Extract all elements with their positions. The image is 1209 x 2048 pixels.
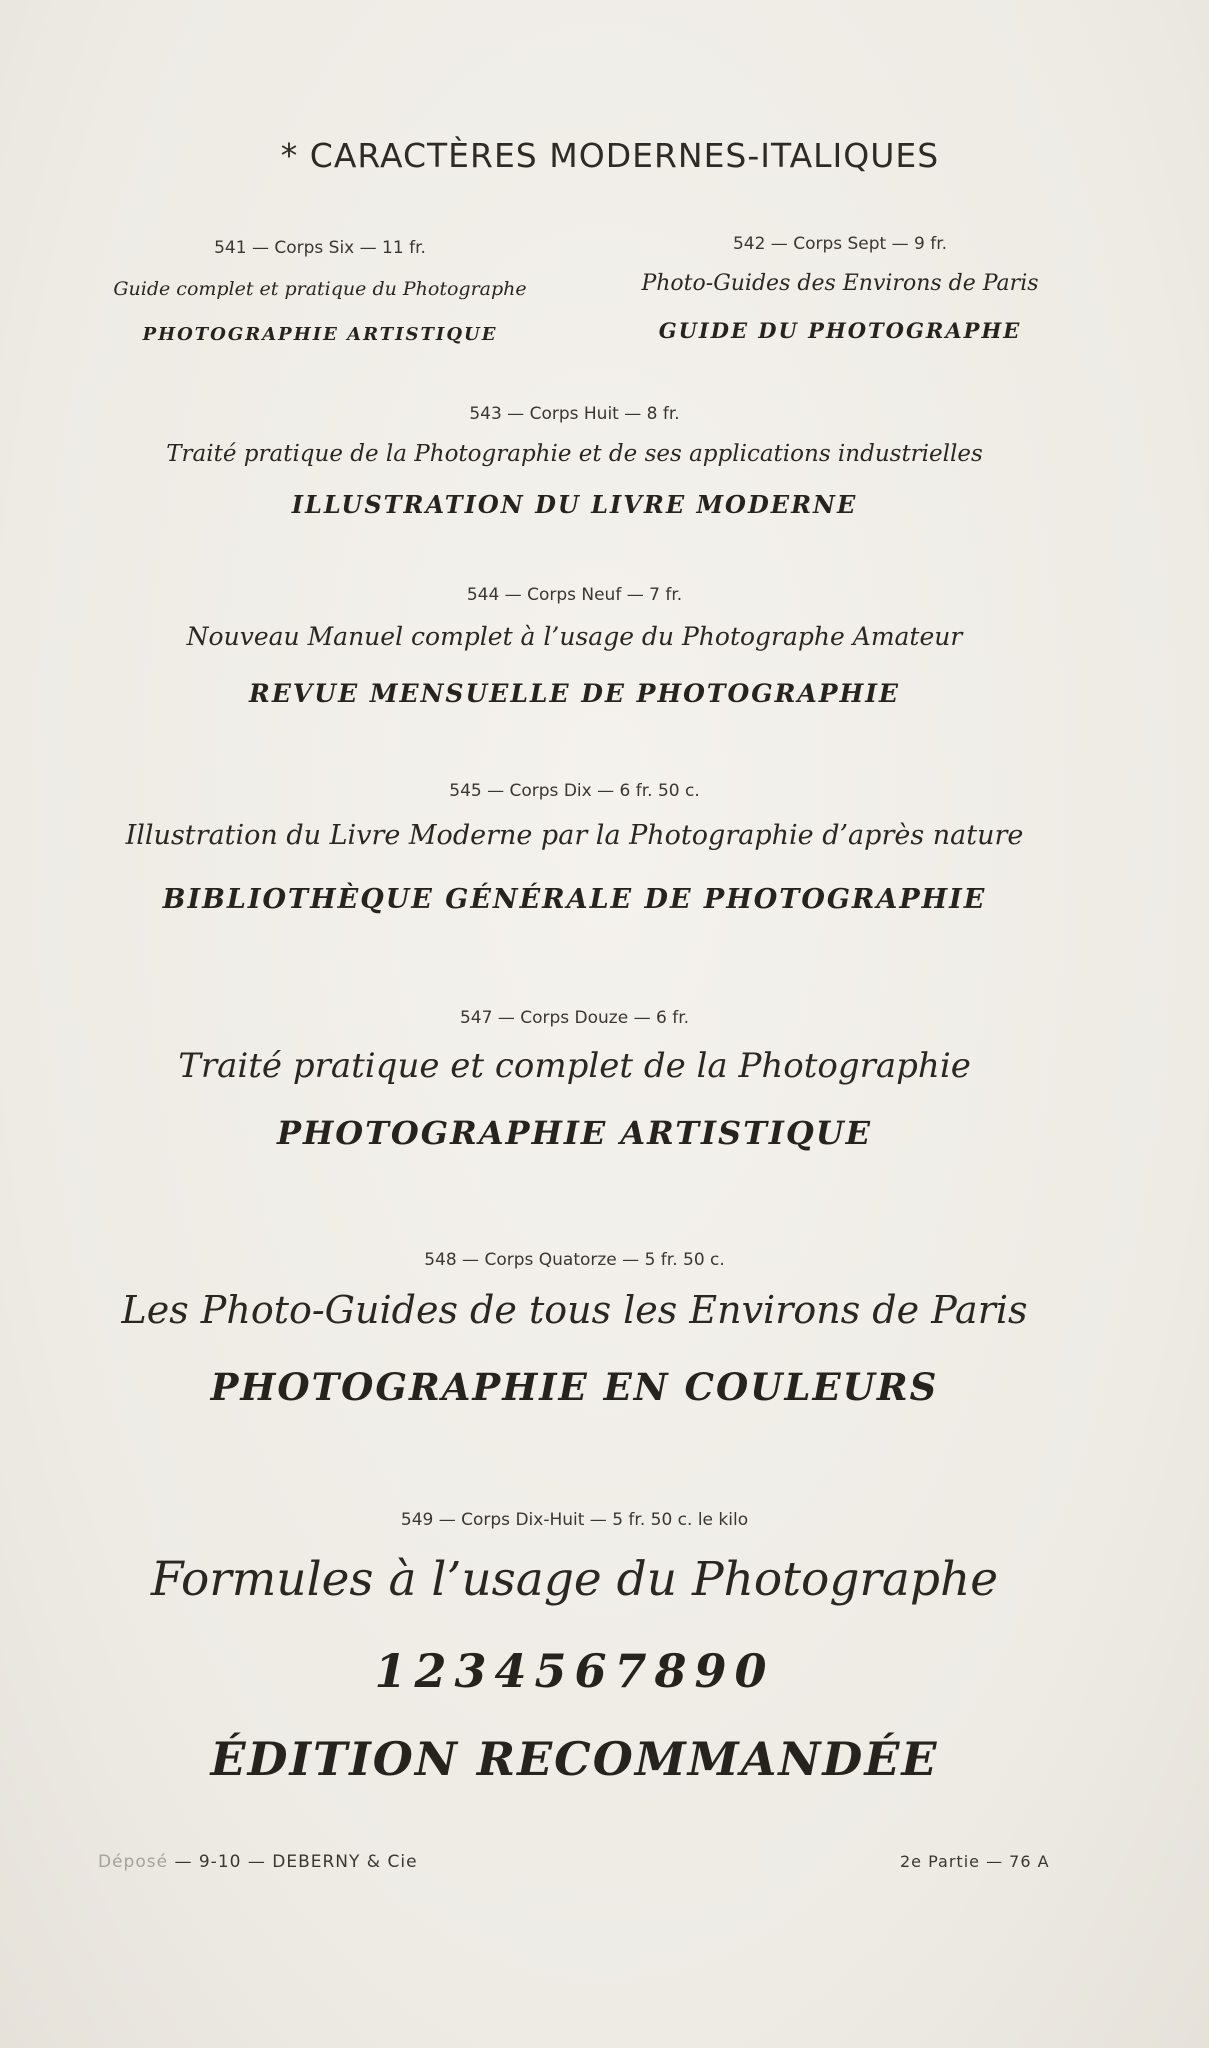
entry-548-label: 548 — Corps Quatorze — 5 fr. 50 c. bbox=[424, 1250, 725, 1270]
footer-imprint bbox=[98, 1852, 418, 1872]
page-title: * CARACTÈRES MODERNES-ITALIQUES bbox=[280, 136, 940, 175]
entry-549-sample-text: Formules à l’usage du Photographe bbox=[150, 1552, 999, 1607]
entry-541-sample-text: Guide complet et pratique du Photographe bbox=[113, 278, 527, 300]
entry-543-label: 543 — Corps Huit — 8 fr. bbox=[469, 404, 680, 424]
entry-545-sample-caps: BIBLIOTHÈQUE GÉNÉRALE DE PHOTOGRAPHIE bbox=[162, 884, 987, 915]
entry-542-label: 542 — Corps Sept — 9 fr. bbox=[732, 234, 948, 254]
entry-542-sample-text: Photo-Guides des Environs de Paris bbox=[641, 271, 1039, 296]
footer-deposit-mark: Déposé bbox=[98, 1852, 169, 1872]
entry-543-sample-caps: ILLUSTRATION DU LIVRE MODERNE bbox=[291, 490, 858, 519]
entry-544-label: 544 — Corps Neuf — 7 fr. bbox=[466, 585, 683, 605]
entry-545-label: 545 — Corps Dix — 6 fr. 50 c. bbox=[449, 781, 700, 801]
entry-541-label: 541 — Corps Six — 11 fr. bbox=[214, 238, 426, 258]
entry-543-sample-text: Traité pratique de la Photographie et de ses applications industrielles bbox=[166, 441, 983, 467]
entry-548-sample-text: Les Photo-Guides de tous les Environs de Paris bbox=[121, 1288, 1028, 1332]
entry-547-sample-text: Traité pratique et complet de la Photographie bbox=[178, 1046, 971, 1086]
entry-549-sample-caps: ÉDITION RECOMMANDÉE bbox=[210, 1732, 939, 1786]
entry-545-sample-text: Illustration du Livre Moderne par la Photographie d’après nature bbox=[125, 820, 1024, 851]
entry-544-sample-caps: REVUE MENSUELLE DE PHOTOGRAPHIE bbox=[249, 679, 900, 708]
entry-547-label: 547 — Corps Douze — 6 fr. bbox=[459, 1008, 690, 1028]
footer-publisher: — 9-10 — DEBERNY & Cie bbox=[168, 1852, 418, 1872]
entry-549-sample-numerals: 1234567890 bbox=[374, 1644, 775, 1698]
entry-549-label: 549 — Corps Dix-Huit — 5 fr. 50 c. le kilo bbox=[400, 1510, 749, 1530]
entry-548-sample-caps: PHOTOGRAPHIE EN COULEURS bbox=[210, 1365, 939, 1409]
entry-542-sample-caps: GUIDE DU PHOTOGRAPHE bbox=[658, 318, 1022, 343]
footer-page-ref: 2e Partie — 76 A bbox=[900, 1852, 1050, 1871]
entry-544-sample-text: Nouveau Manuel complet à l’usage du Photographe Amateur bbox=[186, 622, 963, 651]
entry-547-sample-caps: PHOTOGRAPHIE ARTISTIQUE bbox=[276, 1114, 873, 1152]
entry-541-sample-caps: PHOTOGRAPHIE ARTISTIQUE bbox=[142, 324, 498, 345]
